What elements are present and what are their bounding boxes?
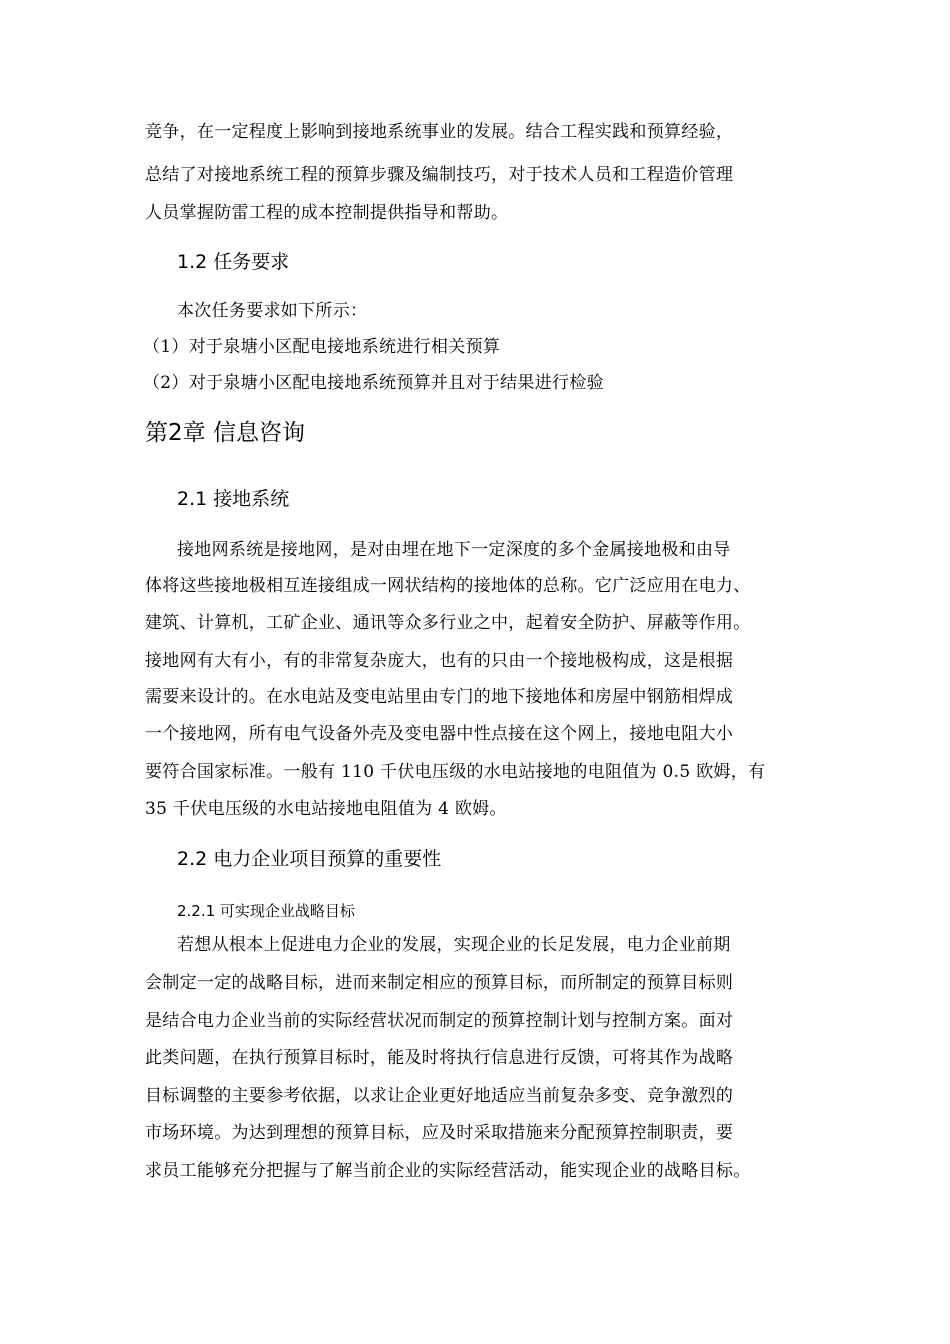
paragraph-line: 若想从根本上促进电力企业的发展，实现企业的长足发展，电力企业前期	[177, 935, 731, 955]
paragraph-line: 人员掌握防雷工程的成本控制提供指导和帮助。	[145, 203, 509, 223]
paragraph-line: 35 千伏电压级的水电站接地电阻值为 4 欧姆。	[145, 799, 507, 819]
paragraph-line: 此类问题，在执行预算目标时，能及时将执行信息进行反馈，可将其作为战略	[145, 1048, 734, 1068]
subsection-heading: 2.2.1 可实现企业战略目标	[177, 902, 355, 920]
chapter-heading: 第2章 信息咨询	[145, 420, 305, 446]
paragraph-line: 体将这些接地极相互连接组成一网状结构的接地体的总称。它广泛应用在电力、	[145, 576, 751, 596]
paragraph-line: 求员工能够充分把握与了解当前企业的实际经营活动，能实现企业的战略目标。	[145, 1161, 751, 1181]
paragraph-line: 市场环境。为达到理想的预算目标，应及时采取措施来分配预算控制职责，要	[145, 1123, 734, 1143]
paragraph-line: 需要来设计的。在水电站及变电站里由专门的地下接地体和房屋中钢筋相焊成	[145, 687, 734, 707]
paragraph-line: 接地网有大有小，有的非常复杂庞大，也有的只由一个接地极构成，这是根据	[145, 651, 734, 671]
paragraph-line: 建筑、计算机，工矿企业、通讯等众多行业之中，起着安全防护、屏蔽等作用。	[145, 613, 751, 633]
list-item: （1）对于泉塘小区配电接地系统进行相关预算	[143, 337, 501, 357]
paragraph-line: 总结了对接地系统工程的预算步骤及编制技巧，对于技术人员和工程造价管理	[145, 165, 734, 185]
paragraph-line: 目标调整的主要参考依据，以求让企业更好地适应当前复杂多变、竞争激烈的	[145, 1086, 734, 1106]
list-item: （2）对于泉塘小区配电接地系统预算并且对于结果进行检验	[143, 373, 604, 393]
paragraph-line: 要符合国家标准。一般有 110 千伏电压级的水电站接地的电阻值为 0.5 欧姆，有	[145, 762, 766, 782]
paragraph-line: 会制定一定的战略目标，进而来制定相应的预算目标，而所制定的预算目标则	[145, 973, 734, 993]
paragraph-line: 一个接地网，所有电气设备外壳及变电器中性点接在这个网上，接地电阻大小	[145, 724, 734, 744]
section-heading: 1.2 任务要求	[177, 251, 290, 273]
paragraph-line: 竞争，在一定程度上影响到接地系统事业的发展。结合工程实践和预算经验，	[145, 122, 734, 142]
section-heading: 2.2 电力企业项目预算的重要性	[177, 848, 442, 870]
paragraph-line: 本次任务要求如下所示：	[177, 301, 368, 321]
paragraph-line: 是结合电力企业当前的实际经营状况而制定的预算控制计划与控制方案。面对	[145, 1011, 734, 1031]
section-heading: 2.1 接地系统	[177, 488, 290, 510]
paragraph-line: 接地网系统是接地网，是对由埋在地下一定深度的多个金属接地极和由导	[177, 540, 731, 560]
